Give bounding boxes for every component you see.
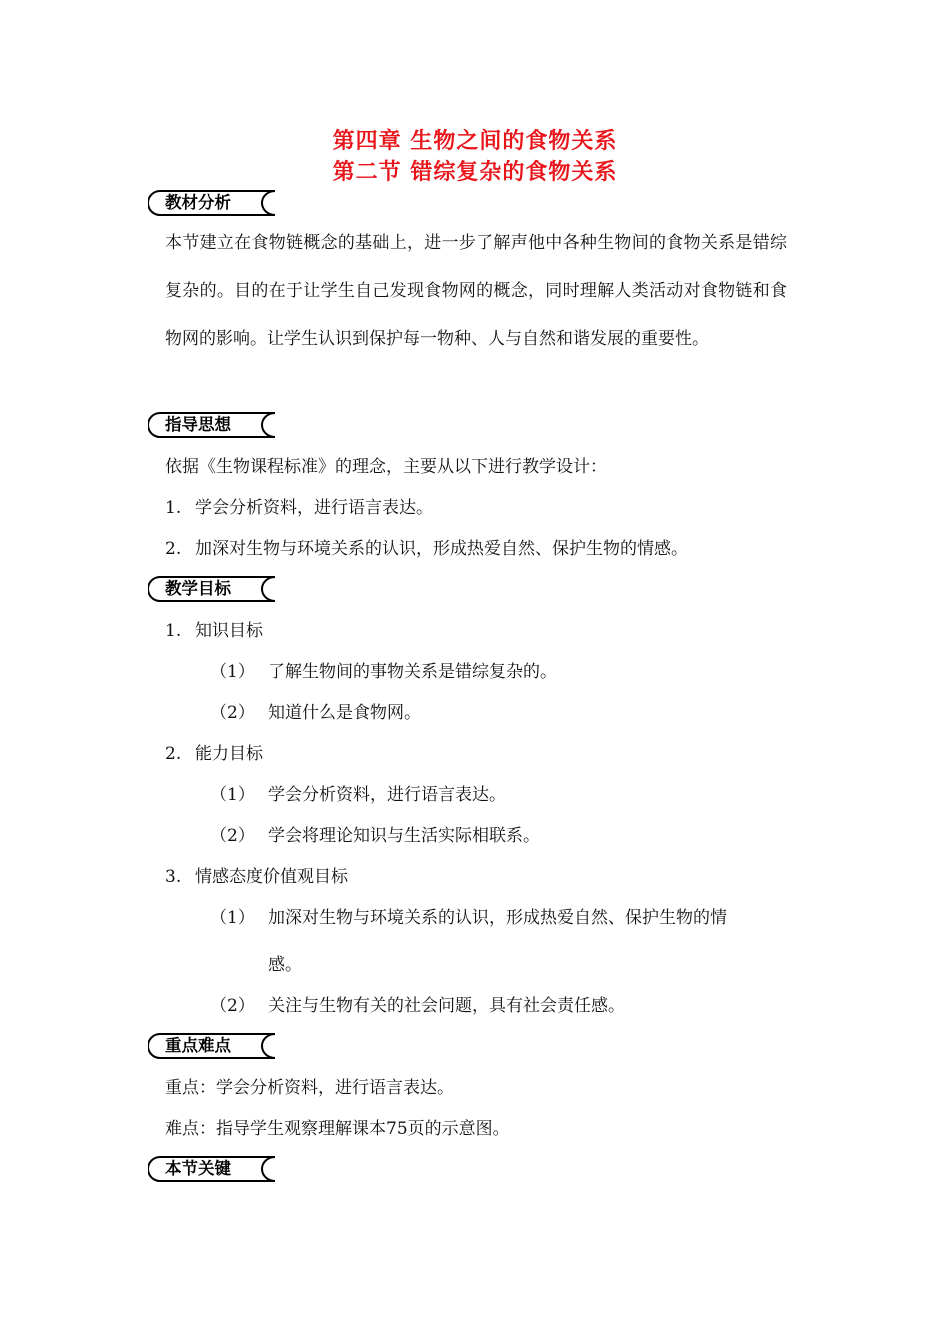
- guiding-intro: 依据《生物课程标准》的理念，主要从以下进行教学设计：: [165, 457, 607, 477]
- goal-sub-item: （1） 加深对生物与环境关系的认识，形成热爱自然、保护生物的情: [210, 908, 727, 928]
- goal-sub-item: （2） 学会将理论知识与生活实际相联系。: [210, 826, 540, 846]
- goal-sub-item: （1） 了解生物间的事物关系是错综复杂的。: [210, 662, 557, 682]
- goal-group-title: 2. 能力目标: [165, 744, 263, 764]
- section-title: 第二节 错综复杂的食物关系: [332, 160, 618, 185]
- heading-teaching-goals: 教学目标: [148, 576, 278, 602]
- goal-sub-item: （2） 关注与生物有关的社会问题，具有社会责任感。: [210, 996, 625, 1016]
- difficulty-line: 难点：指导学生观察理解课本75页的示意图。: [165, 1119, 510, 1139]
- goal-group-title: 1. 知识目标: [165, 621, 263, 641]
- goal-sub-item: （2） 知道什么是食物网。: [210, 703, 421, 723]
- goal-sub-item-continuation: 感。: [268, 955, 302, 975]
- chapter-title: 第四章 生物之间的食物关系: [332, 129, 618, 154]
- material-analysis-text: 本节建立在食物链概念的基础上，进一步了解声他中各种生物间的食物关系是错综复杂的。目的在于让学生自己发现食物网的概念，同时理解人类活动对食物链和食物网的影响。让学生认识到保护每一物种、人与自然和谐发展的重要性。: [165, 233, 787, 349]
- list-item: 1. 学会分析资料，进行语言表达。: [165, 498, 433, 518]
- heading-key-difficulty: 重点难点: [148, 1033, 278, 1059]
- goal-sub-item: （1） 学会分析资料，进行语言表达。: [210, 785, 506, 805]
- heading-teaching-material: 教材分析: [148, 190, 278, 216]
- heading-guiding-idea: 指导思想: [148, 412, 278, 438]
- goal-group-title: 3. 情感态度价值观目标: [165, 867, 348, 887]
- list-item: 2. 加深对生物与环境关系的认识，形成热爱自然、保护生物的情感。: [165, 539, 688, 559]
- key-point-line: 重点：学会分析资料，进行语言表达。: [165, 1078, 454, 1098]
- heading-section-key: 本节关键: [148, 1156, 278, 1182]
